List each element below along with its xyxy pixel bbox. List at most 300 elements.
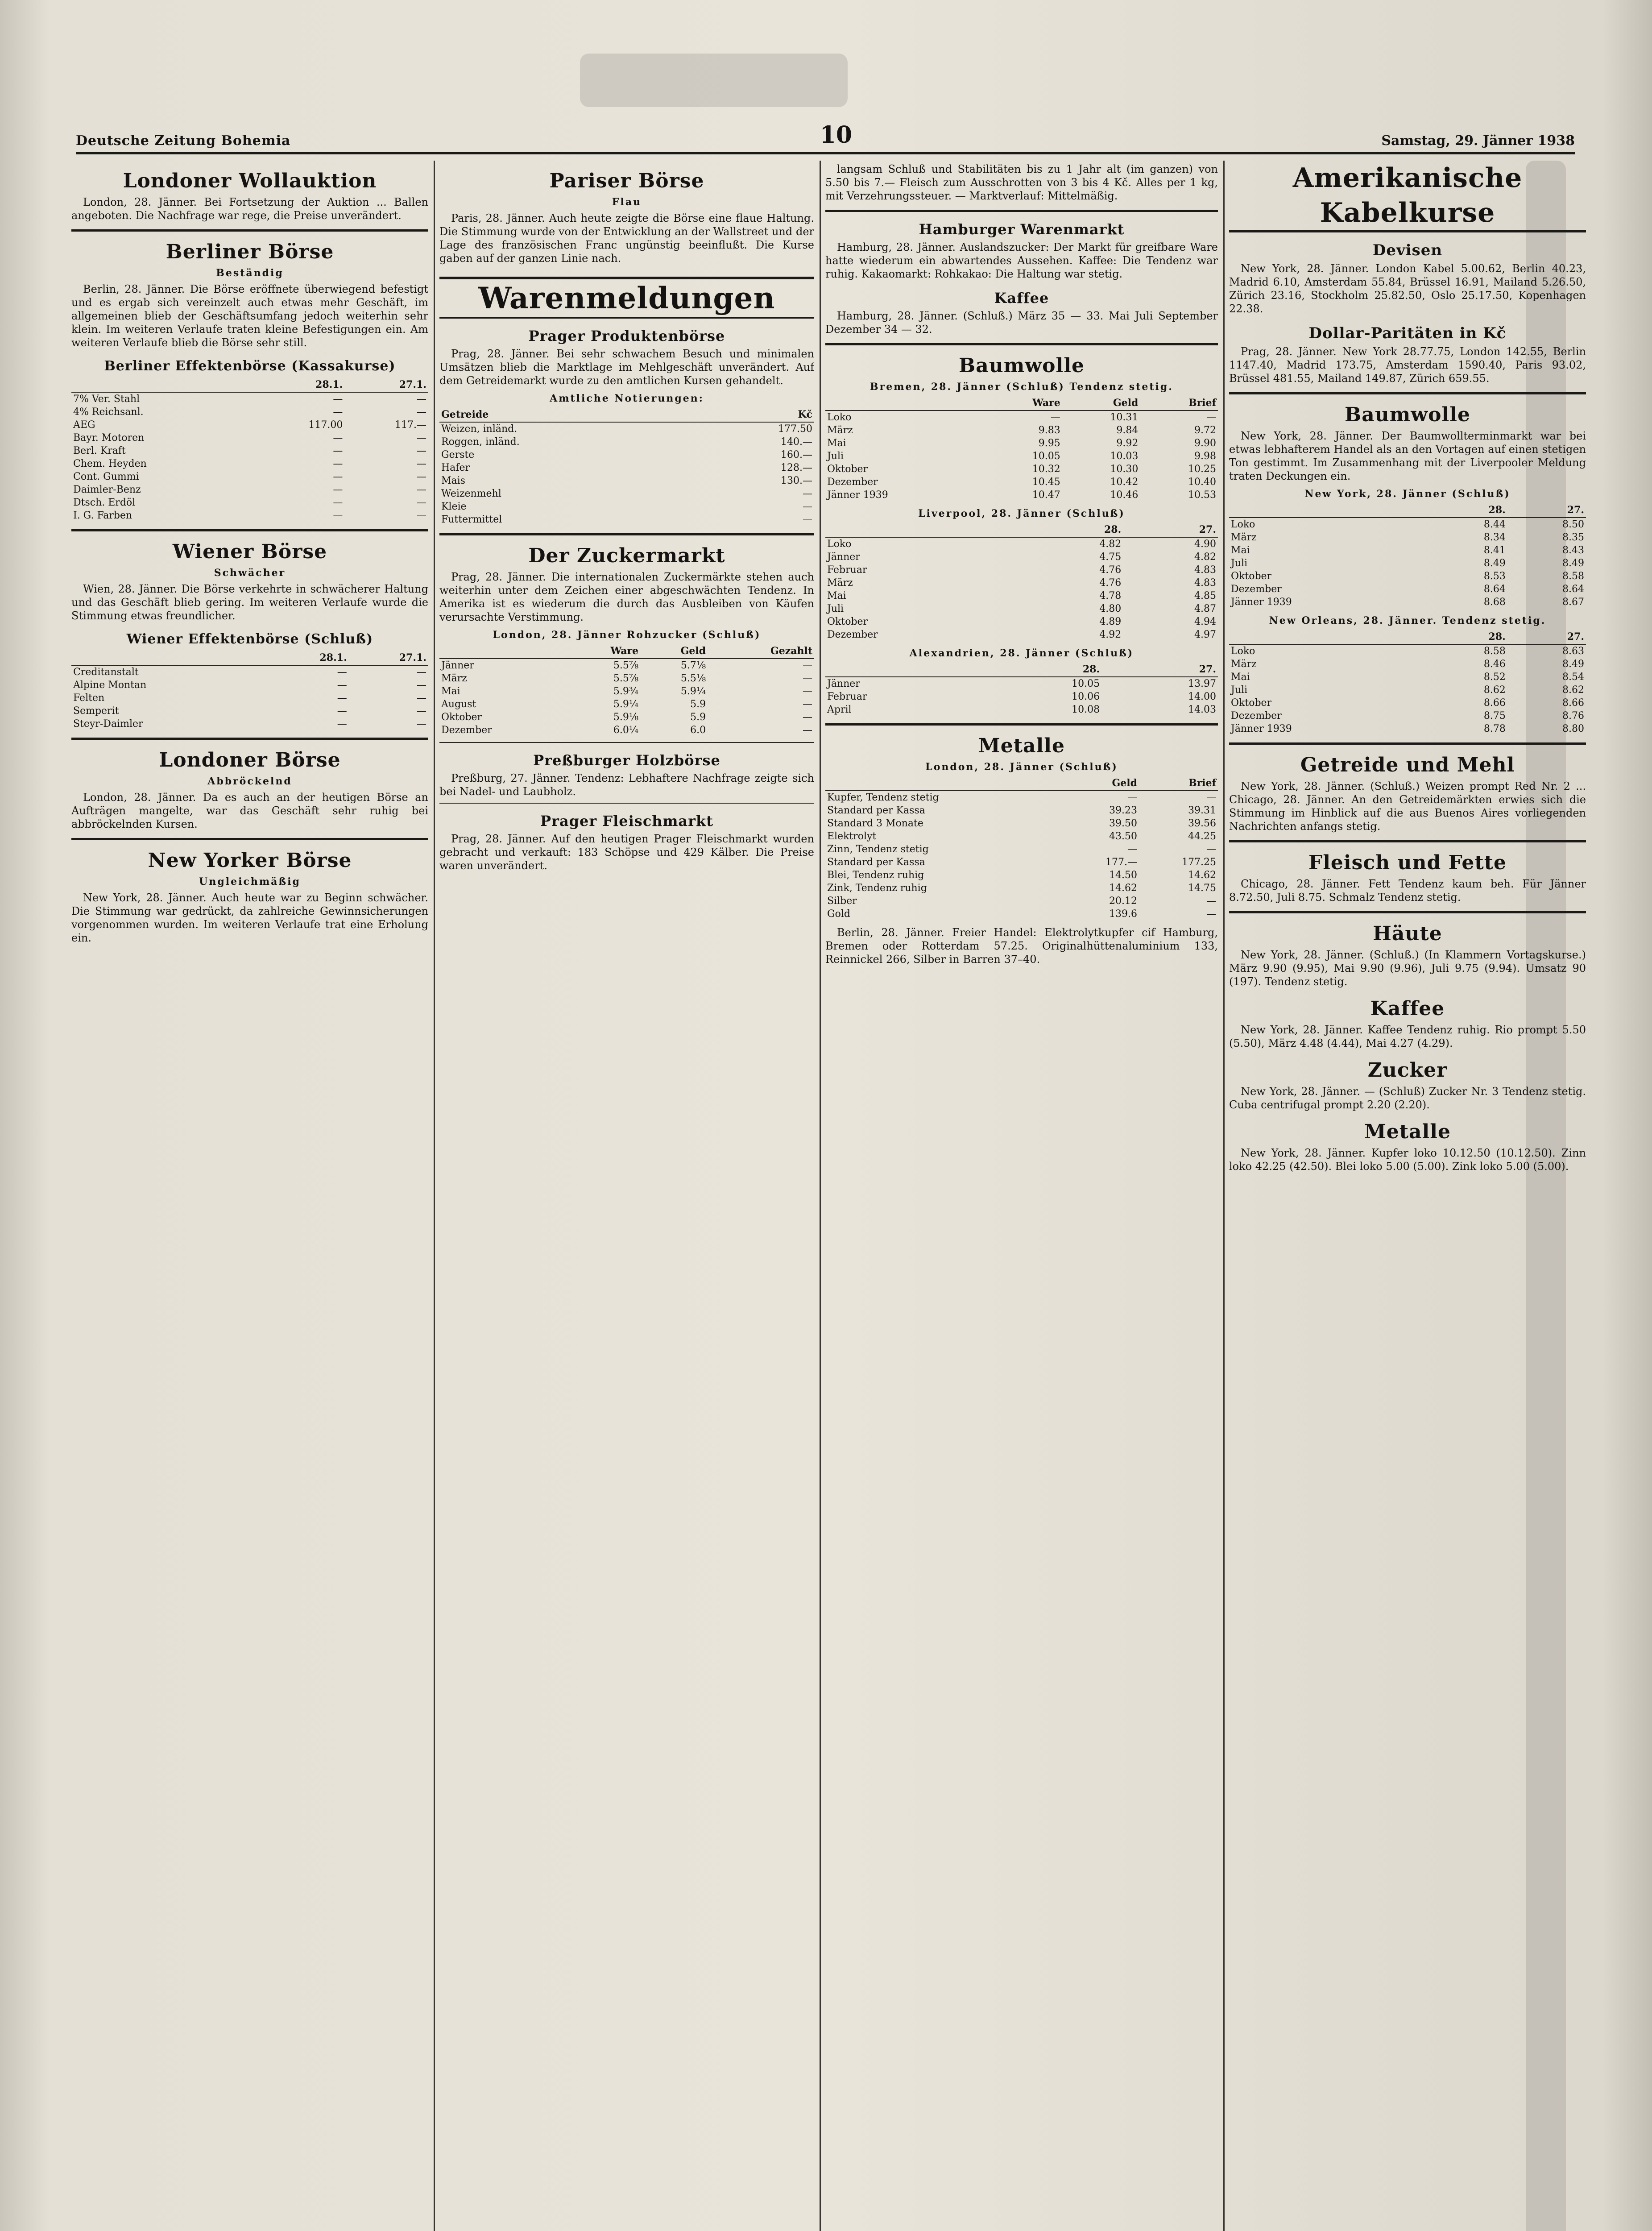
cell: —: [803, 673, 812, 684]
table-row: [825, 450, 1218, 463]
cell: —: [417, 484, 426, 495]
divider: [825, 723, 1218, 726]
table-row: [825, 551, 1218, 564]
cell: —: [417, 445, 426, 456]
table-row: [1229, 596, 1586, 609]
table-row: [439, 685, 814, 698]
cell: Standard per Kassa: [827, 857, 925, 868]
section-subtitle: London, 28. Jänner Rohzucker (Schluß): [493, 629, 761, 641]
cell: 10.31: [1110, 412, 1139, 423]
table-row: [439, 422, 814, 435]
table-header: 28.: [1028, 523, 1123, 537]
cell: 9.83: [1038, 425, 1060, 436]
article-text: New York, 28. Jänner. Kupfer loko 10.12.50 (10.12.50). Zinn loko 42.25 (42.50). Blei loko 5.00 (5.00). Zink loko 5.00 (5.00).: [1229, 1147, 1586, 1173]
cell: 14.50: [1109, 870, 1137, 881]
divider: [439, 533, 814, 535]
cell: 8.62: [1562, 684, 1584, 696]
cell: 8.66: [1562, 697, 1584, 709]
cell: —: [333, 497, 343, 508]
cell: 8.76: [1562, 710, 1584, 722]
cell: Oktober: [827, 464, 868, 475]
table-row: [71, 470, 428, 483]
cell: Jänner: [441, 660, 474, 671]
divider: [825, 210, 1218, 212]
cell: 10.47: [1032, 489, 1060, 501]
table-header: Getreide: [439, 408, 696, 422]
cell: 10.40: [1188, 477, 1216, 488]
cell: 10.46: [1110, 489, 1139, 501]
cell: 10.42: [1110, 477, 1139, 488]
cell: —: [803, 712, 812, 723]
cell: 9.92: [1116, 438, 1139, 449]
table-row: [825, 895, 1218, 908]
article-text: New York, 28. Jänner. (Schluß.) (In Klammern Vortagskurse.) März 9.90 (9.95), Mai 9.90 (9.96), Juli 9.75 (9.94). Umsatz 90 (197). Tendenz stetig.: [1229, 949, 1586, 988]
cell: 10.08: [1072, 704, 1100, 715]
cell: Elektrolyt: [827, 831, 877, 842]
cell: —: [1206, 844, 1216, 855]
cell: 10.32: [1032, 464, 1060, 475]
cell: —: [417, 458, 426, 469]
cell: —: [1206, 792, 1216, 803]
table-row: [439, 448, 814, 461]
cell: 8.44: [1483, 519, 1506, 530]
table-header: Kč: [696, 408, 814, 422]
cell: Mai: [1231, 672, 1250, 683]
cell: 4.83: [1194, 564, 1216, 576]
cell: —: [417, 667, 426, 678]
cell: Februar: [827, 564, 867, 576]
cell: 5.9⅛: [613, 712, 639, 723]
column-rule: [434, 161, 435, 2231]
cell: Dezember: [1231, 584, 1282, 595]
section-title: Baumwolle: [959, 354, 1085, 377]
table-header: 27.: [1123, 523, 1218, 537]
table-row: [825, 424, 1218, 437]
cell: Jänner: [827, 552, 860, 563]
table-header: [825, 663, 985, 677]
cell: 177.—: [1105, 857, 1137, 868]
article-text: London, 28. Jänner. Bei Fortsetzung der Auktion ... Ballen angeboten. Die Nachfrage war rege, die Preise unverändert.: [71, 196, 428, 222]
table-row: [439, 672, 814, 685]
table-header: [71, 651, 269, 665]
table-row: [439, 487, 814, 500]
table-row: [439, 461, 814, 474]
divider: [71, 529, 428, 531]
cell: 9.72: [1194, 425, 1216, 436]
table-header: [439, 644, 567, 659]
cell: 5.9: [690, 699, 706, 710]
section-subtitle: Amtliche Notierungen:: [550, 393, 704, 404]
cell: Felten: [73, 693, 105, 704]
cell: 4.76: [1099, 577, 1122, 589]
table-row: [825, 602, 1218, 615]
table-row: [825, 908, 1218, 921]
table-row: [825, 476, 1218, 489]
divider: [825, 343, 1218, 345]
cell: 4.83: [1194, 577, 1216, 589]
cell: Dezember: [441, 725, 492, 736]
cell: Roggen, inländ.: [441, 436, 520, 448]
table-row: [439, 698, 814, 711]
cell: 5.7⅛: [680, 660, 706, 671]
quote-table: [71, 651, 428, 730]
cell: 9.95: [1038, 438, 1060, 449]
section-title: Pariser Börse: [549, 170, 704, 192]
table-row: [825, 615, 1218, 628]
cell: —: [1206, 908, 1216, 920]
table-header: 27.: [1101, 663, 1218, 677]
cell: 177.25: [1182, 857, 1216, 868]
cell: 39.23: [1109, 805, 1137, 816]
section-title: Metalle: [978, 734, 1065, 757]
divider: [71, 838, 428, 840]
table-row: [825, 537, 1218, 551]
table-row: [1229, 671, 1586, 684]
table-row: [825, 703, 1218, 716]
cell: Zink, Tendenz ruhig: [827, 883, 927, 894]
table-header: Geld: [1066, 776, 1139, 791]
cell: Gerste: [441, 449, 475, 460]
cell: 14.03: [1188, 704, 1216, 715]
column-4: [1229, 161, 1586, 2231]
cell: 140.—: [781, 436, 812, 448]
divider: [1229, 742, 1586, 745]
cell: Oktober: [1231, 697, 1272, 709]
table-row: [825, 628, 1218, 641]
cell: 7% Ver. Stahl: [73, 394, 140, 405]
section-title: Fleisch und Fette: [1308, 851, 1507, 874]
section-title: Berliner Effektenbörse (Kassakurse): [104, 358, 396, 374]
quote-table: [439, 408, 814, 526]
cell: 4.94: [1194, 616, 1216, 627]
cell: Standard 3 Monate: [827, 818, 923, 829]
table-header: [1229, 630, 1429, 644]
cell: 4% Reichsanl.: [73, 406, 144, 418]
cell: Blei, Tendenz ruhig: [827, 870, 924, 881]
cell: Gold: [827, 908, 850, 920]
cell: 5.5⅞: [613, 660, 639, 671]
cell: —: [337, 693, 347, 704]
section-subtitle: Ungleichmäßig: [199, 876, 301, 887]
table-header: 28.: [1429, 630, 1507, 644]
cell: 14.62: [1109, 883, 1137, 894]
cell: März: [441, 673, 467, 684]
cell: —: [337, 718, 347, 730]
article-text: Preßburg, 27. Jänner. Tendenz: Lebhaftere Nachfrage zeigte sich bei Nadel- und Laubholz.: [439, 772, 814, 798]
section-title: Preßburger Holzbörse: [533, 752, 720, 769]
cell: Juli: [827, 451, 844, 462]
table-row: [71, 419, 428, 431]
table-row: [825, 677, 1218, 690]
cell: 8.68: [1483, 597, 1506, 608]
column-rule: [1223, 161, 1225, 2231]
article-text: Prag, 28. Jänner. New York 28.77.75, London 142.55, Berlin 1147.40, Madrid 173.75, Amsterdam 1590.40, Paris 93.02, Brüssel 481.55, Mailand 149.87, Zürich 659.55.: [1229, 345, 1586, 385]
cell: 20.12: [1109, 896, 1137, 907]
article-text: Chicago, 28. Jänner. Fett Tendenz kaum beh. Für Jänner 8.72.50, Juli 8.75. Schmalz Tendenz stetig.: [1229, 878, 1586, 904]
table-header: [1229, 503, 1429, 518]
table-row: [825, 463, 1218, 476]
cell: Loko: [827, 539, 852, 550]
article-text: New York, 28. Jänner. Kaffee Tendenz ruhig. Rio prompt 5.50 (5.50), März 4.48 (4.44), Mai 4.27 (4.29).: [1229, 1024, 1586, 1049]
cell: 39.31: [1188, 805, 1216, 816]
table-header: 27.: [1507, 503, 1586, 518]
table-row: [71, 509, 428, 522]
cell: Hafer: [441, 462, 470, 473]
cell: Zinn, Tendenz stetig: [827, 844, 929, 855]
table-header: Geld: [640, 644, 708, 659]
section-title: Wiener Effektenbörse (Schluß): [126, 631, 373, 647]
article-text: Prag, 28. Jänner. Auf den heutigen Prager Fleischmarkt wurden gebracht und verkauft: 183 Schöpse und 429 Kälber. Die Preise waren unverändert.: [439, 833, 814, 872]
cell: —: [1127, 844, 1137, 855]
cell: 4.75: [1099, 552, 1122, 563]
cell: 8.58: [1483, 646, 1506, 657]
cell: —: [417, 718, 426, 730]
table-header: [825, 523, 1028, 537]
cell: 5.9: [690, 712, 706, 723]
section-title: Prager Produktenbörse: [528, 328, 725, 344]
cell: März: [1231, 532, 1257, 543]
cell: Futtermittel: [441, 514, 502, 525]
section-title: Metalle: [1364, 1120, 1451, 1143]
cell: Kleie: [441, 501, 467, 512]
cell: —: [337, 680, 347, 691]
cell: 8.75: [1483, 710, 1506, 722]
article-text: Prag, 28. Jänner. Bei sehr schwachem Besuch und minimalen Umsätzen blieb die Marktlage im Mehlgeschäft unverändert. Auf dem Getreidemarkt wurde zu den amtlichen Kursen gehandelt.: [439, 348, 814, 387]
cell: 43.50: [1109, 831, 1137, 842]
table-row: [71, 679, 428, 692]
cell: 128.—: [781, 462, 812, 473]
cell: Steyr-Daimler: [73, 718, 143, 730]
cell: Semperit: [73, 705, 119, 717]
cell: Loko: [1231, 519, 1255, 530]
cell: —: [803, 514, 812, 525]
cell: 44.25: [1188, 831, 1216, 842]
cell: Dezember: [827, 629, 878, 640]
table-row: [71, 483, 428, 496]
cell: —: [1206, 412, 1216, 423]
table-row: [1229, 722, 1586, 735]
table-row: [439, 474, 814, 487]
cell: 8.43: [1562, 545, 1584, 556]
cell: Alpine Montan: [73, 680, 147, 691]
cell: —: [337, 705, 347, 717]
article-text: Prag, 28. Jänner. Die internationalen Zuckermärkte stehen auch weiterhin unter dem Zeichen einer abgeschwächten Tendenz. In Amerika ist es wiederum die durch das Ausbleiben von Käufen verursachte Verstimmung.: [439, 571, 814, 623]
divider: [71, 738, 428, 740]
page-header: [76, 121, 1575, 154]
divider: [1229, 911, 1586, 913]
table-row: [439, 659, 814, 672]
cell: —: [417, 432, 426, 444]
article-text: langsam Schluß und Stabilitäten bis zu 1 Jahr alt (im ganzen) von 5.50 bis 7.— Fleisch zum Ausschrotten von 3 bis 4 Kč. Alles per 1 kg, mit Verzehrungssteuer. — Marktverlauf: Mittelmäßig.: [825, 163, 1218, 202]
cell: —: [417, 471, 426, 482]
cell: —: [417, 680, 426, 691]
cell: 10.53: [1188, 489, 1216, 501]
cell: 5.5⅛: [680, 673, 706, 684]
section-subtitle: Bremen, 28. Jänner (Schluß) Tendenz stetig.: [870, 381, 1173, 393]
cell: —: [333, 445, 343, 456]
cell: 4.90: [1194, 539, 1216, 550]
section-title: Zucker: [1367, 1059, 1448, 1082]
section-subtitle: Flau: [612, 196, 642, 208]
cell: —: [333, 394, 343, 405]
cell: 10.30: [1110, 464, 1139, 475]
table-header: [825, 396, 984, 411]
table-row: [71, 705, 428, 717]
cell: —: [417, 705, 426, 717]
article-text: London, 28. Jänner. Da es auch an der heutigen Börse an Aufträgen mangelte, war das Geschäft sehr ruhig bei abbröckelnden Kursen.: [71, 791, 428, 830]
cell: Mai: [827, 438, 846, 449]
cell: Daimler-Benz: [73, 484, 141, 495]
table-row: [825, 411, 1218, 424]
cell: Juli: [1231, 558, 1248, 569]
cell: 8.35: [1562, 532, 1584, 543]
cell: Bayr. Motoren: [73, 432, 145, 444]
cell: 8.62: [1483, 684, 1506, 696]
article-text: New York, 28. Jänner. — (Schluß) Zucker Nr. 3 Tendenz stetig. Cuba centrifugal prompt 2.20 (2.20).: [1229, 1085, 1586, 1111]
table-row: [71, 406, 428, 419]
table-row: [439, 513, 814, 526]
article-text: Hamburg, 28. Jänner. (Schluß.) März 35 — 33. Mai Juli September Dezember 34 — 32.: [825, 310, 1218, 336]
cell: 10.06: [1072, 691, 1100, 702]
divider: [1229, 392, 1586, 394]
cell: Weizen, inländ.: [441, 423, 518, 435]
section-subtitle: Schwächer: [214, 567, 286, 579]
table-row: [825, 489, 1218, 502]
cell: 8.54: [1562, 672, 1584, 683]
quote-table: [71, 378, 428, 522]
cell: 6.0¼: [613, 725, 639, 736]
cell: 177.50: [778, 423, 812, 435]
cell: —: [803, 725, 812, 736]
table-row: [1229, 583, 1586, 596]
cell: 5.9¼: [680, 686, 706, 697]
table-row: [1229, 544, 1586, 557]
cell: 10.05: [1032, 451, 1060, 462]
section-title: Prager Fleischmarkt: [540, 813, 713, 829]
cell: Dezember: [827, 477, 878, 488]
cell: 130.—: [781, 475, 812, 486]
table-header: 28.: [1429, 503, 1507, 518]
section-title: New Yorker Börse: [148, 849, 352, 872]
section-title: Dollar-Paritäten in Kč: [1308, 324, 1507, 342]
section-subtitle: New Orleans, 28. Jänner. Tendenz stetig.: [1269, 615, 1546, 626]
cell: 6.0: [690, 725, 706, 736]
cell: —: [417, 394, 426, 405]
article-text: New York, 28. Jänner. Auch heute war zu Beginn schwächer. Die Stimmung war gedrückt, da zahlreiche Gewinnsicherungen vorgenommen wurden. Im weiteren Verlaufe trat eine Erholung ein.: [71, 892, 428, 944]
cell: 8.41: [1483, 545, 1506, 556]
table-header: Gezahlt: [708, 644, 814, 659]
section-subtitle: Alexandrien, 28. Jänner (Schluß): [909, 647, 1134, 659]
section-subtitle: New York, 28. Jänner (Schluß): [1304, 488, 1511, 500]
cell: Berl. Kraft: [73, 445, 126, 456]
cell: Oktober: [1231, 571, 1272, 582]
section-title: Londoner Wollauktion: [123, 170, 377, 192]
section-title: Amerikanische Kabelkurse: [1229, 161, 1586, 232]
cell: 8.64: [1562, 584, 1584, 595]
article-text: New York, 28. Jänner. London Kabel 5.00.62, Berlin 40.23, Madrid 6.10, Amsterdam 55.84, Brüssel 16.91, Mailand 5.26.50, Zürich 23.16, Stockholm 25.82.50, Oslo 25.17.50, Kopenhagen 22.38.: [1229, 262, 1586, 315]
article-text: New York, 28. Jänner. (Schluß.) Weizen prompt Red Nr. 2 ... Chicago, 28. Jänner. An den Getreidemärkten erwies sich die Stimmung im Hinblick auf die aus Buenos Aires vorliegenden Nachrichten anfangs stetig.: [1229, 780, 1586, 833]
cell: 8.49: [1562, 558, 1584, 569]
cell: —: [417, 510, 426, 521]
table-header: [71, 378, 254, 392]
table-row: [1229, 518, 1586, 531]
section-title: Berliner Börse: [166, 241, 334, 263]
cell: Mai: [827, 590, 846, 601]
cell: 14.62: [1188, 870, 1216, 881]
table-row: [825, 437, 1218, 450]
table-header: 27.1.: [344, 378, 428, 392]
article-text: New York, 28. Jänner. Der Baumwollterminmarkt war bei etwas lebhafterem Handel als an den Vortagen auf einen stetigen Ton gestimmt. Im Zusammenhang mit der Liverpooler Meldung traten Deckungen ein.: [1229, 430, 1586, 482]
cell: 14.75: [1188, 883, 1216, 894]
column-2: [439, 161, 814, 2231]
cell: 8.64: [1483, 584, 1506, 595]
cell: Standard per Kassa: [827, 805, 925, 816]
cell: Februar: [827, 691, 867, 702]
cell: —: [333, 406, 343, 418]
cell: 8.66: [1483, 697, 1506, 709]
newspaper-name: Deutsche Zeitung Bohemia: [76, 133, 291, 149]
cell: 117.—: [395, 419, 426, 431]
cell: Mai: [441, 686, 460, 697]
article-text: Wien, 28. Jänner. Die Börse verkehrte in schwächerer Haltung und das Geschäft blieb gering. Im weiteren Verlaufe wurde die Stimmung etwas freundlicher.: [71, 583, 428, 622]
cell: 8.78: [1483, 723, 1506, 734]
cell: —: [417, 497, 426, 508]
table-header: 28.1.: [269, 651, 348, 665]
cell: —: [803, 699, 812, 710]
section-title: Hamburger Warenmarkt: [919, 221, 1125, 238]
quote-table: [825, 776, 1218, 921]
table-header: 27.1.: [349, 651, 428, 665]
table-row: [71, 496, 428, 509]
table-header: Brief: [1140, 396, 1218, 411]
cell: 4.80: [1099, 603, 1122, 614]
table-row: [1229, 697, 1586, 709]
cell: Jänner 1939: [1231, 723, 1292, 734]
cell: 8.49: [1562, 659, 1584, 670]
table-row: [825, 869, 1218, 882]
cell: —: [333, 484, 343, 495]
section-title: Devisen: [1372, 241, 1443, 259]
article-text: Berlin, 28. Jänner. Freier Handel: Elektrolytkupfer cif Hamburg, Bremen oder Rotterdam 57.25. Originalhüttenaluminium 133, Reinnickel 266, Silber in Barren 37–40.: [825, 926, 1218, 966]
cell: 4.89: [1099, 616, 1122, 627]
cell: Juli: [827, 603, 844, 614]
cell: Silber: [827, 896, 857, 907]
cell: —: [1206, 896, 1216, 907]
cell: August: [441, 699, 476, 710]
cell: I. G. Farben: [73, 510, 132, 521]
cell: 9.98: [1194, 451, 1216, 462]
section-subtitle: Beständig: [216, 267, 284, 279]
cell: 4.76: [1099, 564, 1122, 576]
cell: 8.53: [1483, 571, 1506, 582]
table-row: [1229, 531, 1586, 544]
table-row: [825, 817, 1218, 830]
cell: Dezember: [1231, 710, 1282, 722]
cell: Cont. Gummi: [73, 471, 139, 482]
cell: 39.50: [1109, 818, 1137, 829]
cell: —: [803, 501, 812, 512]
quote-table: [825, 523, 1218, 641]
section-title: Kaffee: [994, 290, 1049, 307]
section-subtitle: Abbröckelnd: [207, 775, 292, 787]
section-title: Londoner Börse: [159, 749, 341, 771]
cell: —: [1127, 792, 1137, 803]
quote-table: [1229, 630, 1586, 735]
cell: Jänner 1939: [827, 489, 888, 501]
section-title: Warenmeldungen: [439, 277, 814, 319]
cell: Kupfer, Tendenz stetig: [827, 792, 939, 803]
table-header: 27.: [1507, 630, 1586, 644]
